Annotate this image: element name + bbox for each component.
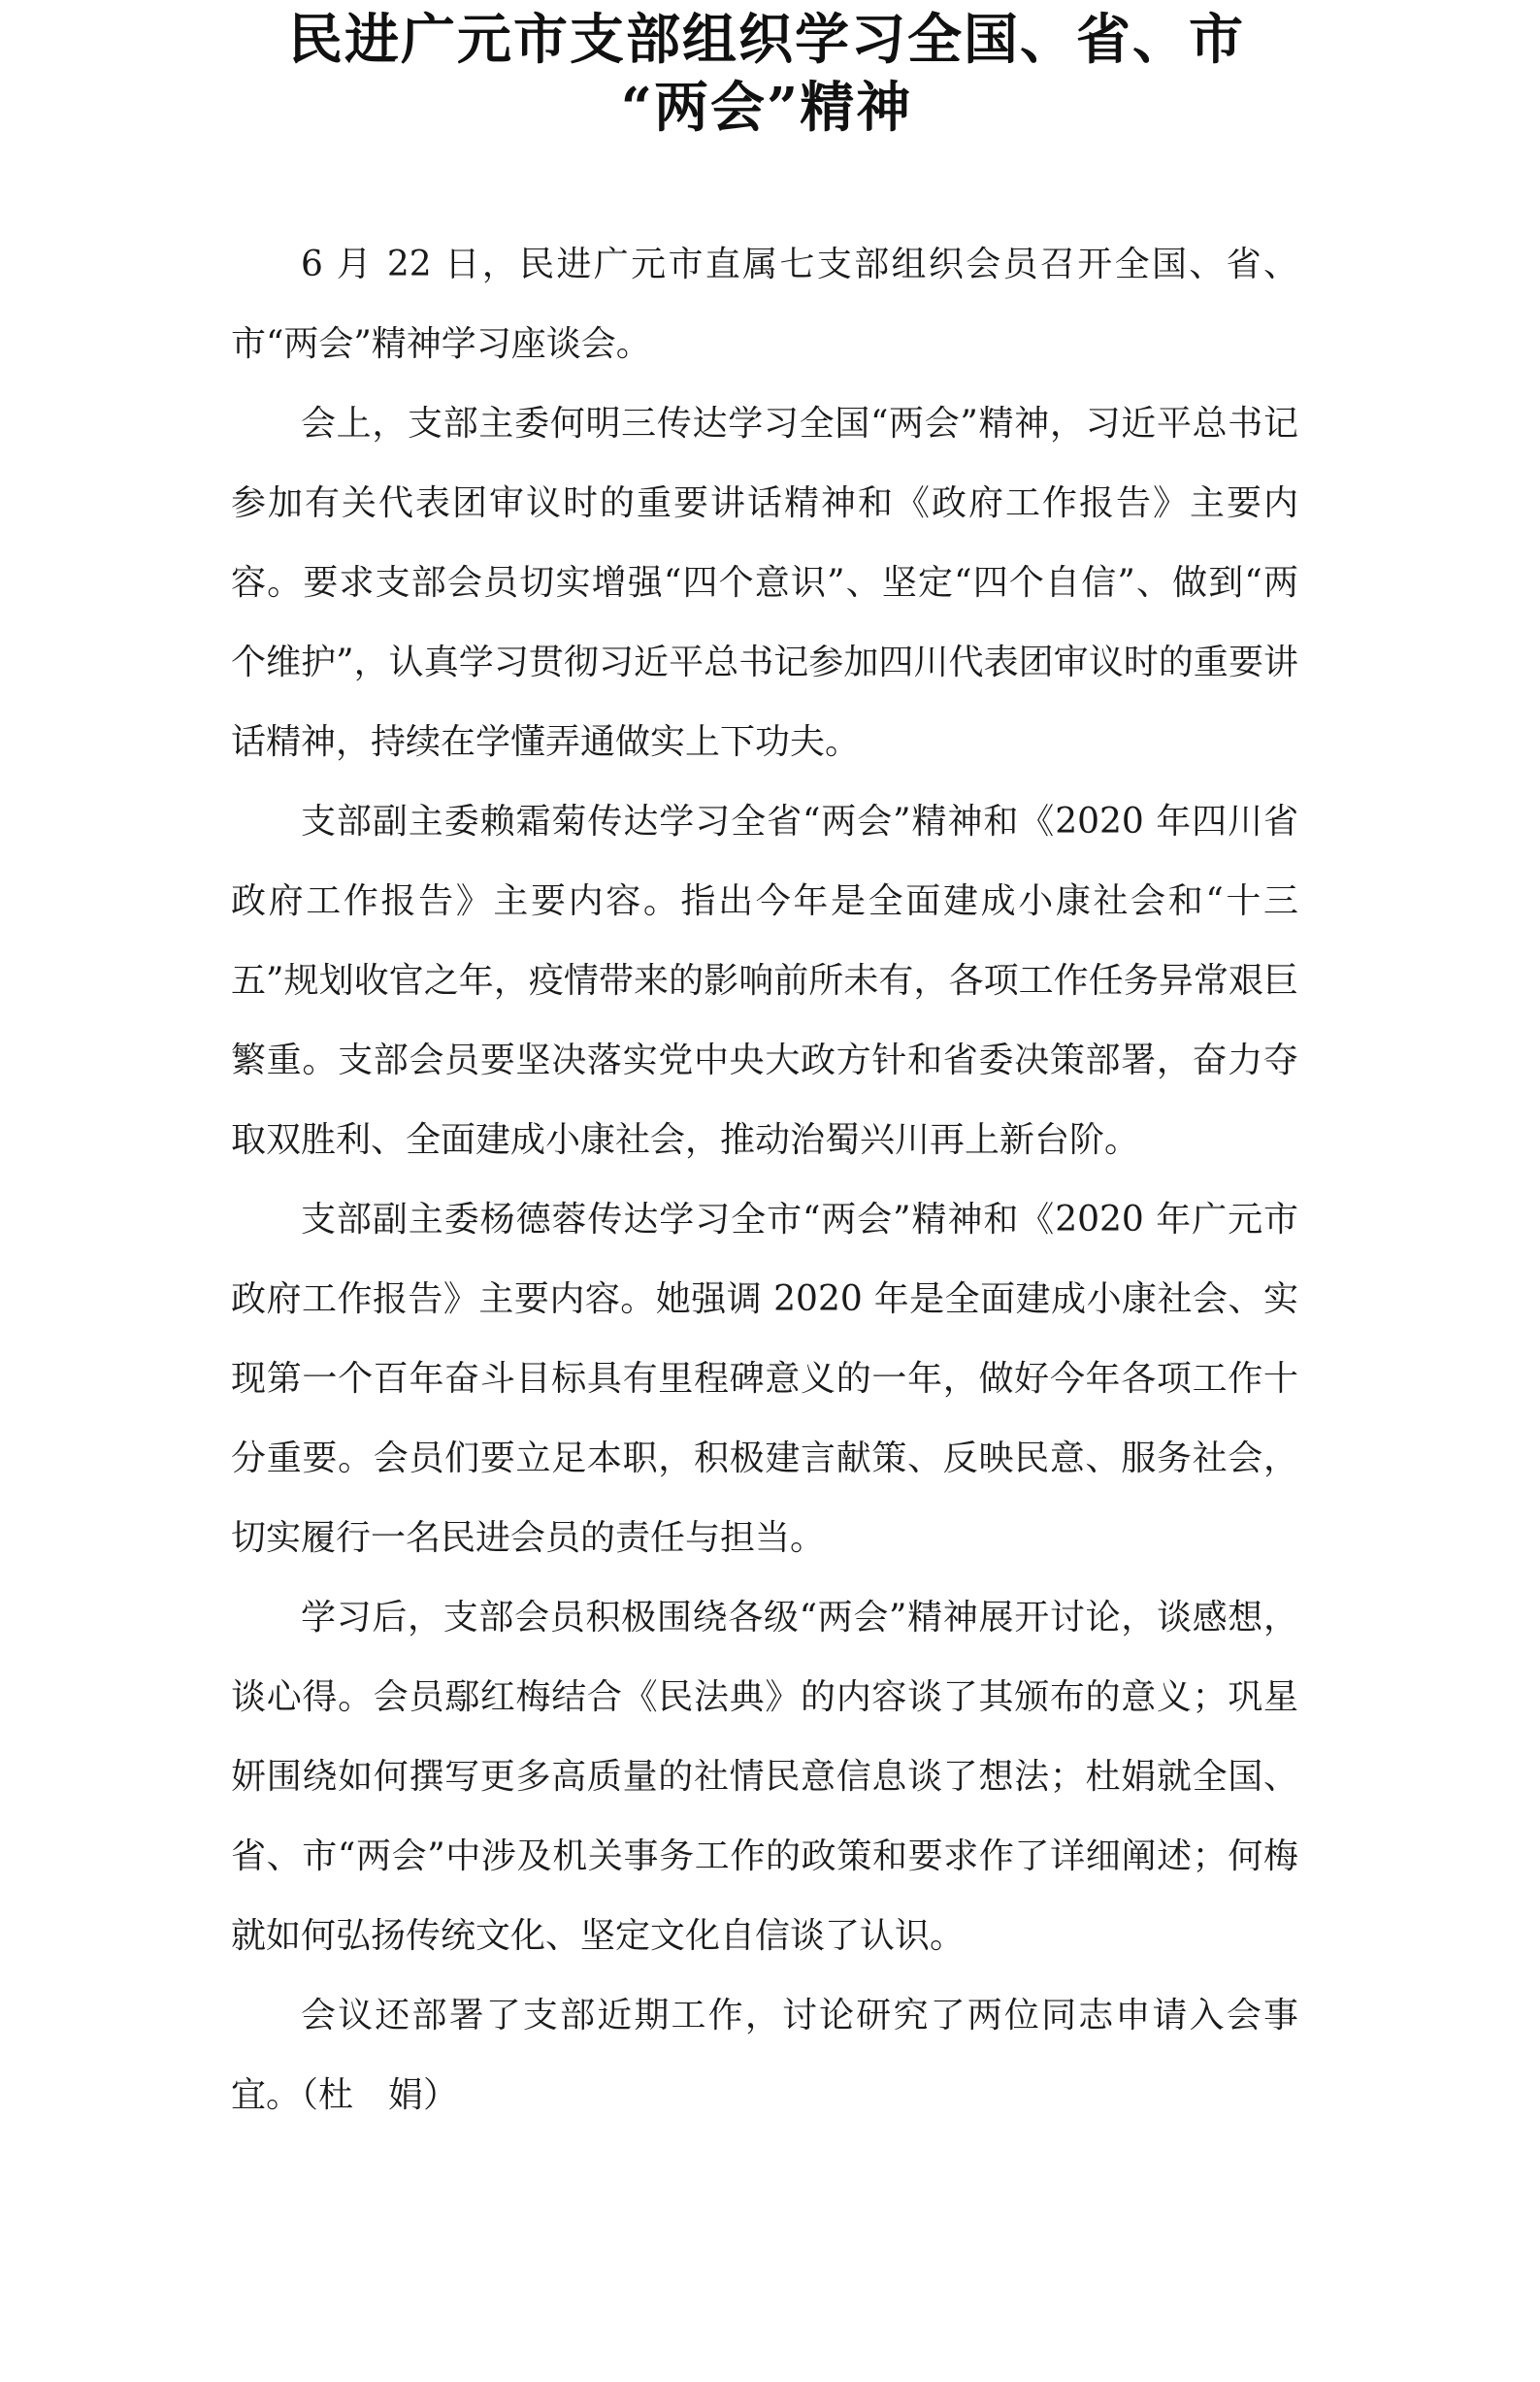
title-line-2: “两会”精神 bbox=[620, 76, 913, 140]
paragraph-provincial-sessions: 支部副主委赖霜菊传达学习全省“两会”精神和《2020 年四川省政府工作报告》主要内容。指出今年是全面建成小康社会和“十三五”规划收官之年，疫情带来的影响前所未有，各项工作任务异常艰巨繁重。支部会员要坚决落实党中央大政方针和省委决策部署，奋力夺取双胜利、全面建成小康社会，推动治蜀兴川再上新台阶。 bbox=[231, 802, 1298, 1160]
paragraph-closing: 会议还部署了支部近期工作，讨论研究了两位同志申请入会事宜。（杜 娟） bbox=[231, 1996, 1298, 2115]
paragraph-city-sessions: 支部副主委杨德蓉传达学习全市“两会”精神和《2020 年广元市政府工作报告》主要内容。她强调 2020 年是全面建成小康社会、实现第一个百年奋斗目标具有里程碑意义的一年，做好今年各项工作十分重要。会员们要立足本职，积极建言献策、反映民意、服务社会，切实履行一名民进会员的责任与担当。 bbox=[231, 1200, 1298, 1558]
paragraph-meeting-intro: 6 月 22 日，民进广元市直属七支部组织会员召开全国、省、市“两会”精神学习座谈会。 bbox=[231, 245, 1298, 364]
document-title bbox=[184, 6, 1349, 142]
title-line-1: 民进广元市支部组织学习全国、省、市 bbox=[288, 8, 1245, 72]
paragraph-discussion: 学习后，支部会员积极围绕各级“两会”精神展开讨论，谈感想，谈心得。会员鄢红梅结合《民法典》的内容谈了其颁布的意义；巩星妍围绕如何撰写更多高质量的社情民意信息谈了想法；杜娟就全国、省、市“两会”中涉及机关事务工作的政策和要求作了详细阐述；何梅就如何弘扬传统文化、坚定文化自信谈了认识。 bbox=[231, 1598, 1298, 1956]
paragraph-national-sessions: 会上，支部主委何明三传达学习全国“两会”精神，习近平总书记参加有关代表团审议时的重要讲话精神和《政府工作报告》主要内容。要求支部会员切实增强“四个意识”、坚定“四个自信”、做到“两个维护”，认真学习贯彻习近平总书记参加四川代表团审议时的重要讲话精神，持续在学懂弄通做实上下功夫。 bbox=[231, 404, 1298, 762]
article-body bbox=[231, 225, 1298, 2135]
